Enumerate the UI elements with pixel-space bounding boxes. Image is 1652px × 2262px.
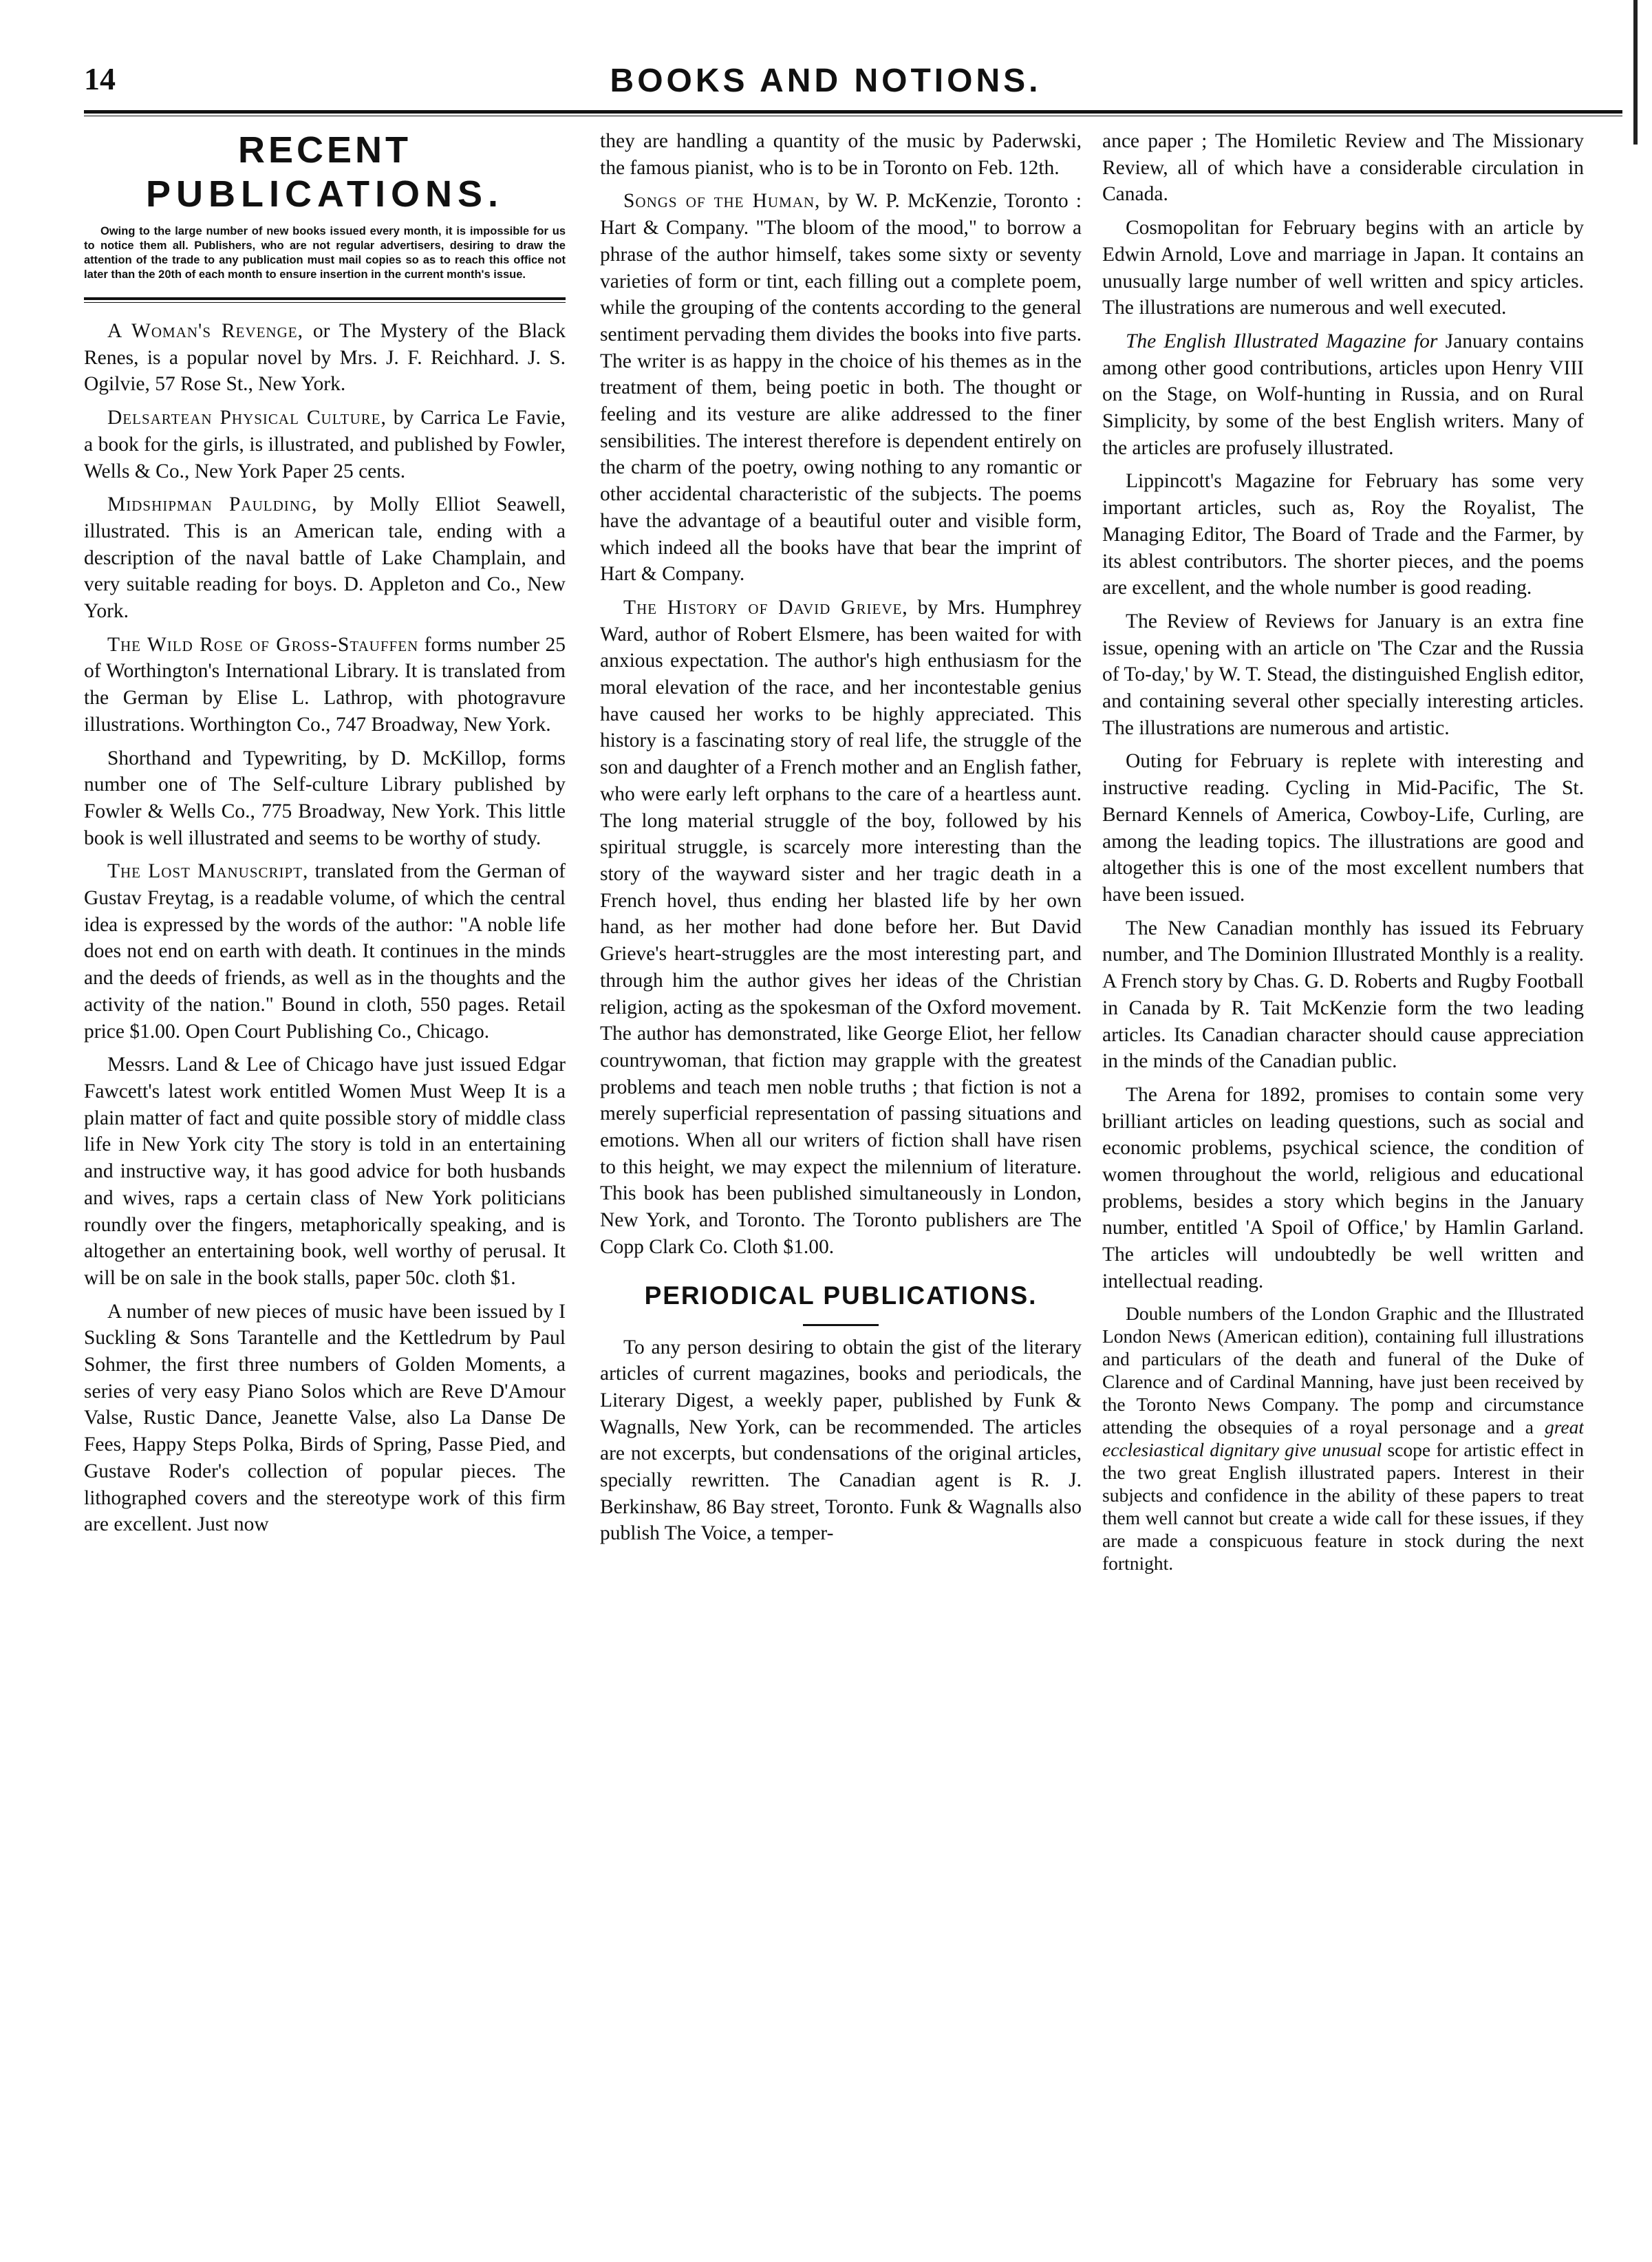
review-lead: A Woman's Revenge, bbox=[107, 320, 303, 342]
review-david-grieve bbox=[600, 595, 1082, 1261]
review-lead: The History of David Grieve, bbox=[623, 596, 908, 619]
review-text: Double numbers of the London Graphic and the Illustrated London News (American edition), containing full illustrations and particulars of the death and funeral of the Duke of Clarence and of Cardinal Manning, have just been received by the Toronto News Company. The pomp and circumstance attending the obsequies of a royal personage and a bbox=[1102, 1302, 1584, 1438]
page-number: 14 bbox=[84, 61, 116, 96]
section-title-recent-line2: PUBLICATIONS. bbox=[146, 173, 504, 215]
review-shorthand: Shorthand and Typewriting, by D. McKillop, forms number one of The Self-culture Library published by Fowler & Wells Co., 775 Broadway, New York. This little book is well illustrated and seems to be worthy of study. bbox=[84, 747, 566, 849]
column-2 bbox=[600, 128, 1082, 2234]
publisher-notice: Owing to the large number of new books issued every month, it is impossible for us to notice them all. Publishers, who are not regular advertisers, desiring to draw the attention of the trade to any publication must mail copies so as to reach this office not later than the 20th of each month to ensure insertion in the current month's issue. bbox=[84, 225, 566, 281]
section-title-periodical: PERIODICAL PUBLICATIONS. bbox=[644, 1281, 1038, 1310]
review-text: forms number 25 of Worthington's International Library. It is translated from the German by Elise L. Lathrop, with photogravure illustrations. Worthington Co., 747 Broadway, New York. bbox=[84, 633, 566, 736]
review-womans-revenge bbox=[84, 318, 566, 398]
review-text: or The Mystery of the Black Renes, is a popular novel by Mrs. J. F. Reichhard. J. S. Ogilvie, 57 Rose St., New York. bbox=[84, 320, 566, 396]
masthead: BOOKS AND NOTIONS. bbox=[610, 63, 1042, 99]
review-lead: Songs of the Human, bbox=[623, 190, 821, 213]
margin-rule bbox=[1633, 0, 1638, 145]
review-lippincotts: Lippincott's Magazine for February has some very important articles, such as, Roy the Royalist, The Managing Editor, The Board of Trade and the Farmer, by its ablest contributors. The shorter pieces, and the poems are excellent, and the whole number is good reading. bbox=[1102, 470, 1584, 599]
review-lost-manuscript bbox=[84, 858, 566, 1045]
column-3 bbox=[1102, 128, 1584, 2234]
review-lead: The Lost Manuscript, bbox=[107, 860, 309, 883]
section-title-recent-line1: RECENT bbox=[237, 129, 411, 171]
review-text-italic: great ecclesiastical dignitary give unusual bbox=[1102, 1416, 1584, 1460]
review-text: by Mrs. Humphrey Ward, author of Robert Elsmere, has been waited for with anxious expectation. The author's high enthusiasm for the moral elevation of the race, and her incontestable genius have caused her works to be highly appreciated. This history is a fascinating story of real life, the struggle of the son and daughter of a French mother and an English father, who were early left orphans to the care of a heartless aunt. The long material struggle of the boy, followed by his spiritual struggle, is scarcely more interesting than the story of the wayward sister and her tragic death in a French hovel, thus ending her blasted life by her own hand, as her mother had done before her. But David Grieve's heart-struggles are the most interesting part, and through him the author gives her ideas of the Christian religion, acting as the spokesman of the Oxford movement. The author has demonstrated, like George Eliot, her fellow countrywoman, that fiction may grapple with the greatest problems and teach men noble truths ; that fiction is not a merely superficial representation of passing situations and emotions. When all our writers of fiction shall have risen to this height, we may expect the milennium of literature. This book has been published simultaneously in London, New York, and Toronto. The Toronto publishers are The Copp Clark Co. Cloth $1.00. bbox=[600, 596, 1082, 1258]
review-delsartean bbox=[84, 405, 566, 484]
review-wild-rose bbox=[84, 632, 566, 738]
review-text: by Carrica Le Favie, a book for the girls, is illustrated, and published by Fowler, Wells & Co., New York Paper 25 cents. bbox=[84, 407, 566, 482]
review-text: by W. P. McKenzie, Toronto : Hart & Company. "The bloom of the mood," to borrow a phrase of the author himself, takes some sixty or seventy varieties of form or tint, each filling out a complete poem, while the grouping of the contents according to the general sentiment pervading them divides the books into five parts. The writer is as happy in the choice of his themes as in the treatment of them, being poetic in both. The thought or feeling and its vesture are alike addressed to the finer sensibilities. The interest therefore is dependent entirely on the charm of the poetry, owing nothing to any romantic or other accidental characteristic of the subjects. The poems have the advantage of a beautiful outer and visible form, which indeed all the books have that bear the imprint of Hart & Company. bbox=[600, 190, 1082, 586]
review-arena: The Arena for 1892, promises to contain some very brilliant articles on leading questions, such as social and economic problems, psychical science, the condition of women throughout the world, religious and educational problems, besides a story which begins in the January number, entitled 'A Spoil of Office,' by Hamlin Garland. The articles will undoubtedly be well written and intellectual reading. bbox=[1102, 1083, 1584, 1292]
column-1 bbox=[84, 128, 566, 2234]
review-review-of-reviews: The Review of Reviews for January is an extra fine issue, opening with an article on 'The Czar and the Russia of To-day,' by W. T. Stead, the distinguished English editor, and containing several other specially interesting articles. The illustrations are numerous and artistic. bbox=[1102, 610, 1584, 739]
review-new-canadian: The New Canadian monthly has issued its February number, and The Dominion Illustrated Monthly is a reality. A French story by Chas. G. D. Roberts and Rugby Football in Canada by R. Tait McKenzie form the two leading articles. Its Canadian character should cause appreciation in the minds of the Canadian public. bbox=[1102, 917, 1584, 1073]
review-london-graphic bbox=[1102, 1302, 1584, 1575]
review-music-pieces: A number of new pieces of music have been issued by I Suckling & Sons Tarantelle and the Kettledrum by Paul Sohmer, the first three numbers of Golden Moments, a series of very easy Piano Solos which are Reve D'Amour Valse, Rustic Dance, Jeanette Valse, also La Danse De Fees, Happy Steps Polka, Birds of Spring, Passe Pied, and Gustave Roder's collection of popular pieces. The lithographed covers and the stereotype work of this firm are excellent. Just now bbox=[84, 1300, 566, 1536]
review-music-continued: they are handling a quantity of the music by Paderwski, the famous pianist, who is to be in Toronto on Feb. 12th. bbox=[600, 130, 1082, 179]
review-text: January contains among other good contributions, articles upon Henry VIII on the Stage, on Wolf-hunting in Russia, and on Rural Simplicity, by some of the best English writers. Many of the articles are profusely illustrated. bbox=[1102, 330, 1584, 459]
header-rule bbox=[84, 110, 1622, 116]
review-voice-continued: ance paper ; The Homiletic Review and The Missionary Review, all of which have a considerable circulation in Canada. bbox=[1102, 130, 1584, 206]
review-midshipman bbox=[84, 491, 566, 625]
review-lead: The English Illustrated Magazine for bbox=[1126, 330, 1438, 352]
review-literary-digest: To any person desiring to obtain the gist of the literary articles of current magazines, books and periodicals, the Literary Digest, a weekly paper, published by Funk & Wagnalls, New York, can be recommended. The articles are not excerpts, but condensations of the original articles, specially rewritten. The Canadian agent is R. J. Berkinshaw, 86 Bay street, Toronto. Funk & Wagnalls also publish The Voice, a temper- bbox=[600, 1336, 1082, 1545]
section-divider bbox=[84, 297, 566, 303]
review-text: scope for artistic effect in the two great English illustrated papers. Interest in their subjects and confidence in the ability of these papers to treat them well cannot but create a wide call for these issues, if they are made a conspicuous feature in stock during the next fortnight. bbox=[1102, 1438, 1584, 1574]
title-underline bbox=[803, 1324, 879, 1326]
review-text: by Molly Elliot Seawell, illustrated. This is an American tale, ending with a description of the naval battle of Lake Champlain, and very suitable reading for boys. D. Appleton and Co., New York. bbox=[84, 493, 566, 623]
review-women-must-weep: Messrs. Land & Lee of Chicago have just issued Edgar Fawcett's latest work entitled Women Must Weep It is a plain matter of fact and quite possible story of middle class life in New York city The story is told in an entertaining and instructive way, it has good advice for both husbands and wives, raps a certain class of New York politicians roundly over the fingers, metaphorically speaking, and is altogether an entertaining book, well worthy of perusal. It will be on sale in the book stalls, paper 50c. cloth $1. bbox=[84, 1054, 566, 1289]
review-outing: Outing for February is replete with interesting and instructive reading. Cycling in Mid-Pacific, The St. Bernard Kennels of America, Cowboy-Life, Curling, are among the leading topics. The illustrations are good and altogether this is one of the most excellent numbers that have been issued. bbox=[1102, 750, 1584, 906]
review-text: translated from the German of Gustav Freytag, is a readable volume, of which the central idea is expressed by the words of the author: "A noble life does not end on earth with death. It continues in the minds and the deeds of friends, as well as in the thoughts and the activity of the nation." Bound in cloth, 550 pages. Retail price $1.00. Open Court Publishing Co., Chicago. bbox=[84, 860, 566, 1043]
review-lead: Delsartean Physical Culture, bbox=[107, 407, 387, 429]
review-lead: Midshipman Paulding, bbox=[107, 493, 318, 516]
review-lead: The Wild Rose of Gross-Stauffen bbox=[107, 633, 419, 656]
review-cosmopolitan: Cosmopolitan for February begins with an article by Edwin Arnold, Love and marriage in Japan. It contains an unusually large number of well written and spicy articles. The illustrations are numerous and well executed. bbox=[1102, 217, 1584, 319]
review-english-illustrated bbox=[1102, 328, 1584, 462]
review-songs-of-the-human bbox=[600, 188, 1082, 588]
